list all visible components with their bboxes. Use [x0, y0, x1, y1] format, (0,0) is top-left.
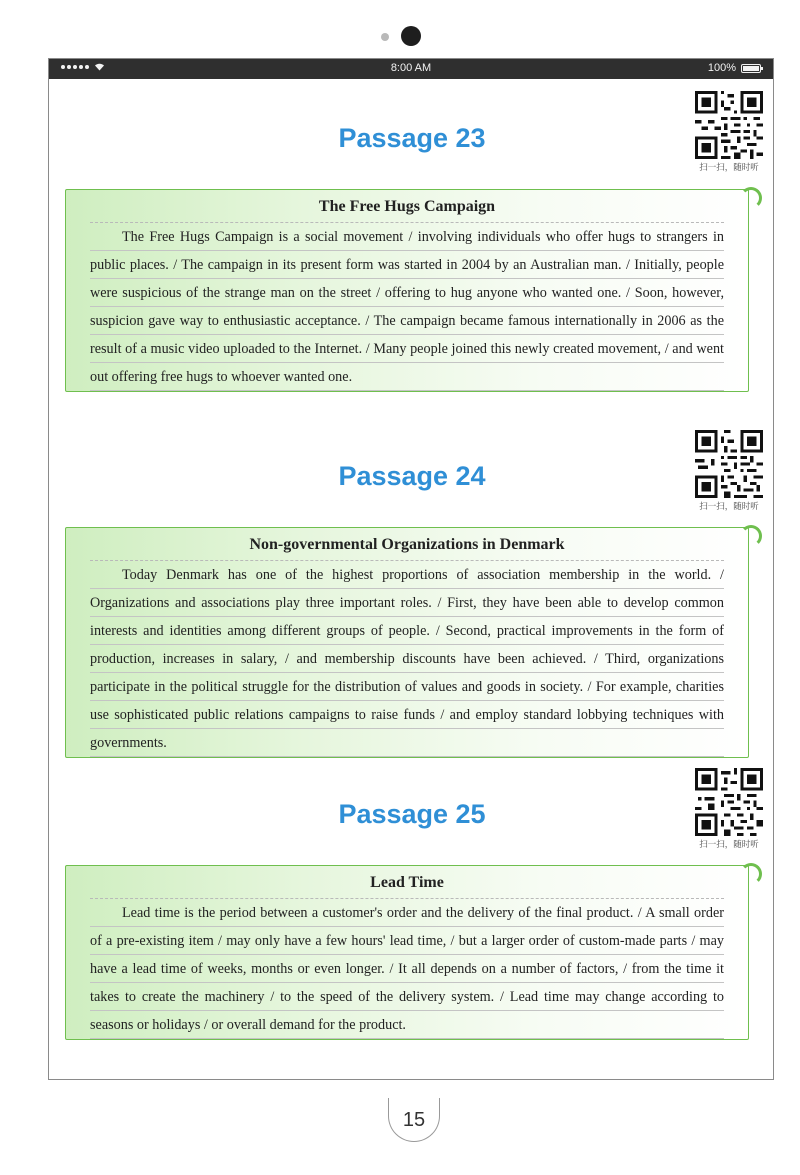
status-bar [49, 59, 773, 79]
passage-body [90, 899, 724, 1039]
passage-text: Today Denmark has one of the highest proportions of association membership in the world. / Organizations and associations play three important roles. / First, they have been able to develop common interests and identities among different groups of people. / Second, practical improvements in the form of production, increases in salary, / and membership discounts have been achieved. / Third, organizations participate in the political struggle for the distribution of values and goods in society. / For example, charities use sophisticated public relations campaigns to raise funds / and employ standard lobbying techniques with governments. [90, 567, 724, 751]
card-corner-tab [740, 187, 762, 209]
passage-title: Passage 24 [338, 461, 486, 491]
page-number: 15 [388, 1098, 440, 1142]
passage-text: The Free Hugs Campaign is a social movement / involving individuals who offer hugs to strangers in public places. / The campaign in its present form was started in 2004 by an Australian man. / Initially, people were suspicious of the strange man on the street / offering to hug anyone who wanted one. / Soon, however, suspicion gave way to enthusiastic acceptance. / The campaign became famous internationally in 2006 as the result of a music video uploaded to the Internet. / Many people joined this newly created movement, / and went out offering free hugs to whoever wanted one. [90, 229, 724, 385]
battery-icon [741, 64, 761, 73]
passage-title: Passage 25 [338, 799, 486, 829]
passage-heading: The Free Hugs Campaign [90, 194, 724, 223]
qr-code-block[interactable] [689, 768, 769, 850]
passage-heading: Lead Time [90, 870, 724, 899]
passage-heading: Non-governmental Organizations in Denmark [90, 532, 724, 561]
qr-caption: 扫一扫，随时听 [699, 840, 759, 850]
front-camera [401, 26, 421, 46]
passage-title: Passage 23 [338, 123, 486, 153]
qr-code-icon[interactable] [695, 91, 763, 159]
qr-code-block[interactable] [689, 91, 769, 173]
camera-indicator-dot [381, 33, 389, 41]
qr-code-block[interactable] [689, 430, 769, 512]
passage-body [90, 561, 724, 757]
passage-card [65, 865, 749, 1040]
card-corner-tab [740, 863, 762, 885]
passage-body [90, 223, 724, 391]
qr-caption: 扫一扫，随时听 [699, 163, 759, 173]
passage-card [65, 527, 749, 758]
qr-code-icon[interactable] [695, 430, 763, 498]
status-time: 8:00 AM [390, 62, 432, 74]
passage-card [65, 189, 749, 392]
card-corner-tab [740, 525, 762, 547]
tablet-screen [48, 58, 774, 1080]
passage-text: Lead time is the period between a customer's order and the delivery of the final product. / A small order of a pre-existing item / may only have a few hours' lead time, / but a larger order of custom-made parts / may have a lead time of weeks, months or even longer. / It all depends on a number of factors, / from the time it takes to create the machinery / to the speed of the delivery system. / Lead time may change according to seasons or holidays / or overall demand for the product. [90, 905, 724, 1033]
qr-caption: 扫一扫，随时听 [699, 502, 759, 512]
battery-percent: 100% [707, 62, 736, 74]
qr-code-icon[interactable] [695, 768, 763, 836]
